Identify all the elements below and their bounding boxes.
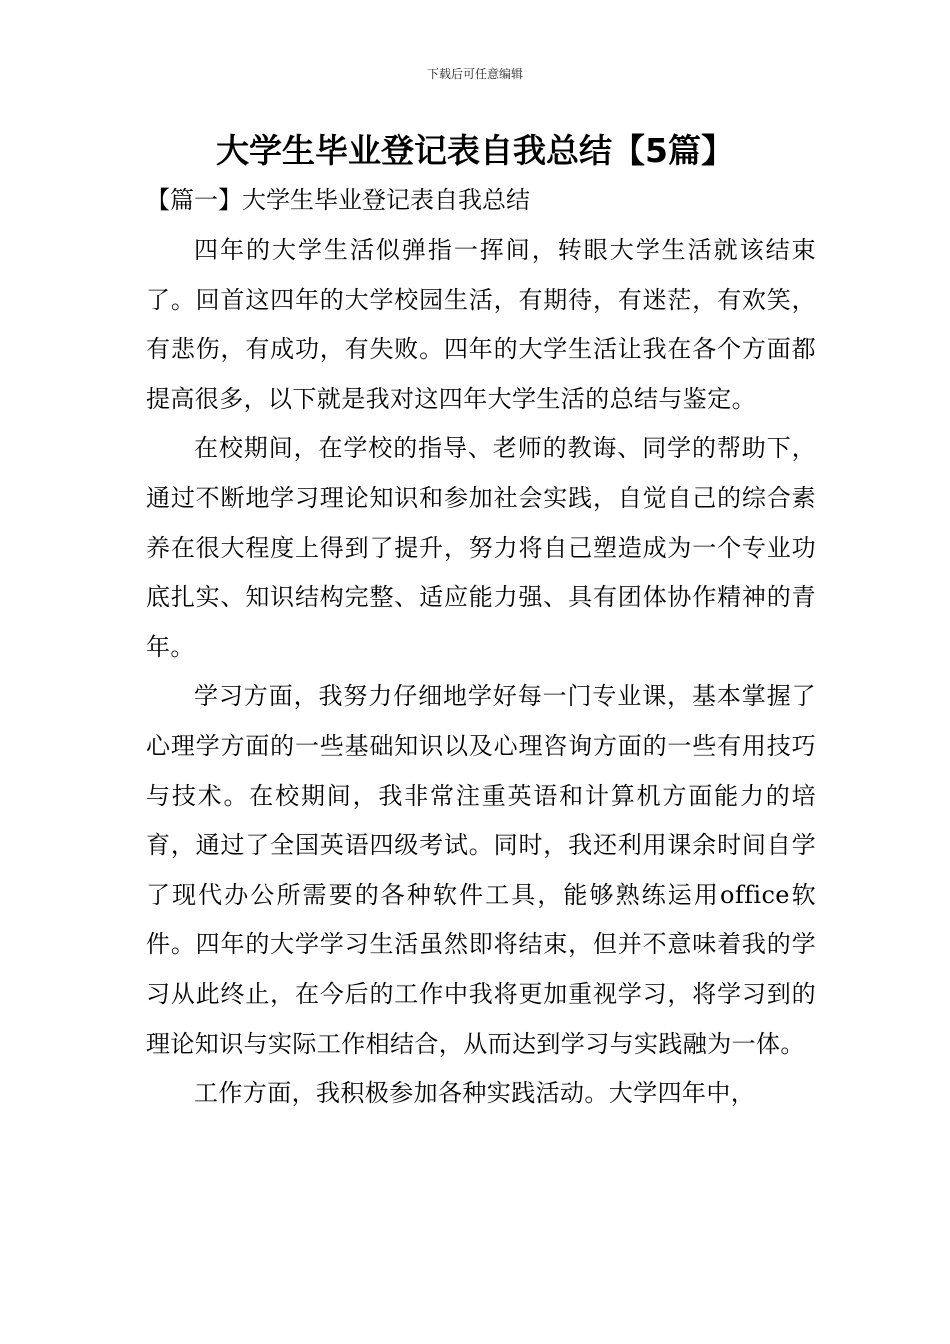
paragraph-2: 在校期间，在学校的指导、老师的教诲、同学的帮助下，通过不断地学习理论知识和参加社会实践，自觉自己的综合素养在很大程度上得到了提升，努力将自己塑造成为一个专业功底扎实、知识结构完整、适应能力强、具有团体协作精神的青年。: [146, 434, 816, 661]
paragraph-1: 四年的大学生活似弹指一挥间，转眼大学生活就该结束了。回首这四年的大学校园生活，有期待，有迷茫，有欢笑，有悲伤，有成功，有失败。四年的大学生活让我在各个方面都提高很多，以下就是我对这四年大学生活的总结与鉴定。: [146, 236, 816, 413]
document-title: 大学生毕业登记表自我总结【5篇】: [216, 131, 734, 170]
header-note: 下载后可任意编辑: [426, 67, 523, 81]
paragraph-4: 工作方面，我积极参加各种实践活动。大学四年中，: [194, 1079, 756, 1108]
section-heading: 【篇一】大学生毕业登记表自我总结: [146, 186, 530, 214]
paragraph-3: 学习方面，我努力仔细地学好每一门专业课，基本掌握了心理学方面的一些基础知识以及心理咨询方面的一些有用技巧与技术。在校期间，我非常注重英语和计算机方面能力的培育，通过了全国英语四级考试。同时，我还利用课余时间自学了现代办公所需要的各种软件工具，能够熟练运用office软件。四年的大学学习生活虽然即将结束，但并不意味着我的学习从此终止，在今后的工作中我将更加重视学习，将学习到的理论知识与实际工作相结合，从而达到学习与实践融为一体。: [146, 682, 816, 1058]
document-body: [146, 226, 816, 1119]
